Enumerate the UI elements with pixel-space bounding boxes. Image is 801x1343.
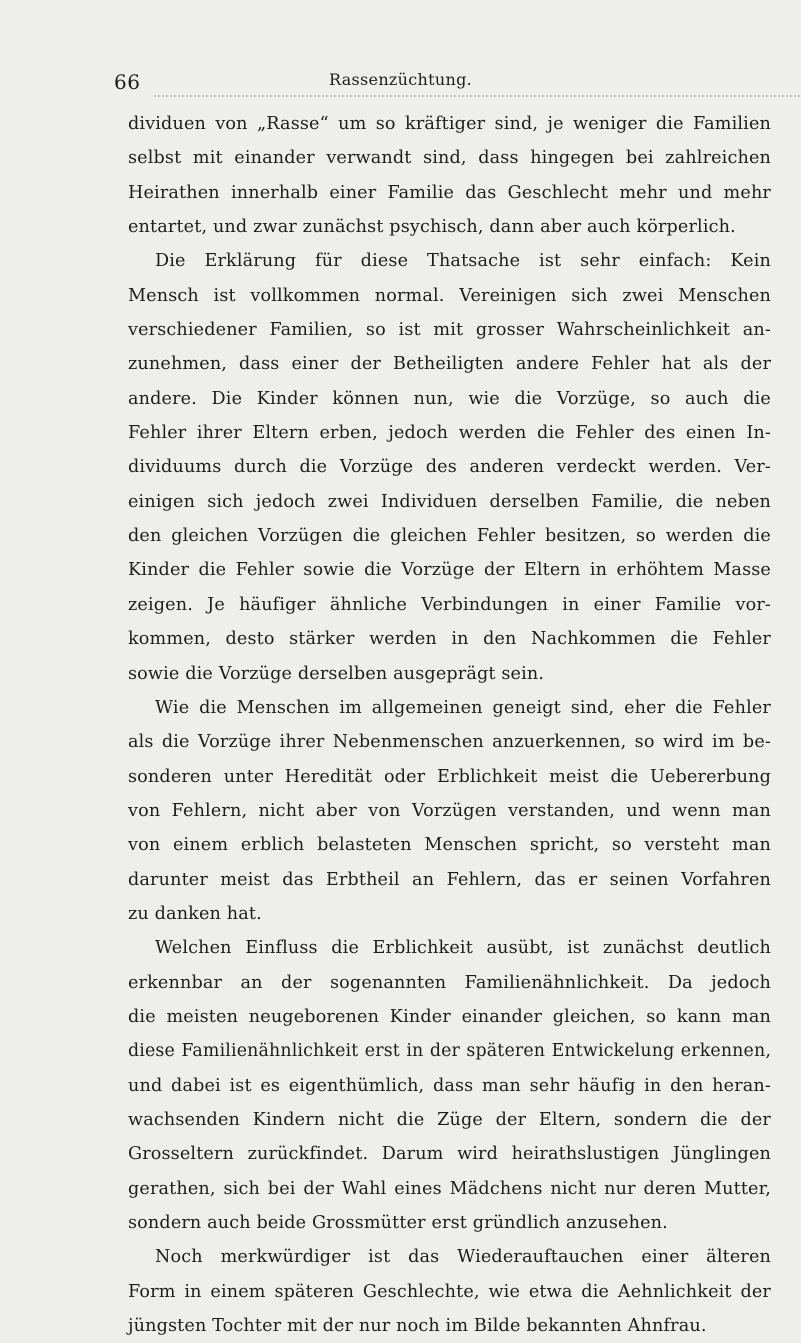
body-text — [128, 107, 771, 1343]
running-title: Rassenzüchtung. — [328, 70, 472, 89]
text-line: die meisten neugeborenen Kinder einander gleichen, so kann man — [128, 1006, 771, 1027]
text-line: Grosseltern zurückfindet. Darum wird heirathslustigen Jünglingen — [128, 1144, 771, 1165]
text-line: Form in einem späteren Geschlechte, wie etwa die Aehnlichkeit der — [128, 1281, 771, 1302]
text-line: Die Erklärung für diese Thatsache ist sehr einfach: Kein — [155, 251, 771, 272]
text-line: wachsenden Kindern nicht die Züge der Eltern, sondern die der — [128, 1109, 771, 1130]
text-line: zu danken hat. — [128, 903, 262, 924]
text-line: kommen, desto stärker werden in den Nachkommen die Fehler — [128, 629, 771, 650]
text-line: und dabei ist es eigenthümlich, dass man sehr häufig in den heran- — [128, 1075, 771, 1096]
text-line: erkennbar an der sogenannten Familienähnlichkeit. Da jedoch — [128, 972, 771, 993]
text-line: jüngsten Tochter mit der nur noch im Bilde bekannten Ahnfrau. — [128, 1316, 707, 1337]
text-line: verschiedener Familien, so ist mit grosser Wahrscheinlichkeit an- — [128, 320, 771, 341]
text-line: zunehmen, dass einer der Betheiligten andere Fehler hat als der — [128, 354, 771, 375]
text-line: dividuums durch die Vorzüge des anderen verdeckt werden. Ver- — [128, 457, 771, 478]
text-line: von einem erblich belasteten Menschen spricht, so versteht man — [128, 835, 771, 856]
text-line: gerathen, sich bei der Wahl eines Mädchens nicht nur deren Mutter, — [128, 1178, 771, 1199]
text-line: Welchen Einfluss die Erblichkeit ausübt, ist zunächst deutlich — [155, 938, 771, 959]
text-line: sondern auch beide Grossmütter erst gründlich anzusehen. — [128, 1213, 668, 1233]
text-line: einigen sich jedoch zwei Individuen derselben Familie, die neben — [128, 491, 771, 512]
text-line: selbst mit einander verwandt sind, dass hingegen bei zahlreichen — [128, 148, 771, 169]
page-number: 66 — [114, 70, 141, 94]
text-line: sonderen unter Heredität oder Erblichkeit meist die Uebererbung — [128, 766, 771, 787]
text-line: sowie die Vorzüge derselben ausgeprägt sein. — [128, 663, 545, 684]
text-line: Mensch ist vollkommen normal. Vereinigen sich zwei Menschen — [128, 285, 771, 306]
text-line: Kinder die Fehler sowie die Vorzüge der Eltern in erhöhtem Masse — [128, 560, 771, 581]
text-line: darunter meist das Erbtheil an Fehlern, das er seinen Vorfahren — [128, 869, 771, 890]
text-line: diese Familienähnlichkeit erst in der späteren Entwickelung erkennen, — [128, 1041, 771, 1062]
text-line: andere. Die Kinder können nun, wie die Vorzüge, so auch die — [128, 388, 771, 409]
text-line: entartet, und zwar zunächst psychisch, dann aber auch körperlich. — [128, 217, 736, 238]
text-line: Fehler ihrer Eltern erben, jedoch werden die Fehler des einen In- — [128, 423, 771, 444]
text-line: Noch merkwürdiger ist das Wiederauftauchen einer älteren — [155, 1247, 771, 1268]
text-line: von Fehlern, nicht aber von Vorzügen verstanden, und wenn man — [128, 800, 771, 821]
text-line: zeigen. Je häufiger ähnliche Verbindungen in einer Familie vor- — [128, 594, 771, 615]
text-line: den gleichen Vorzügen die gleichen Fehler besitzen, so werden die — [128, 526, 771, 547]
text-line: dividuen von „Rasse“ um so kräftiger sind, je weniger die Familien — [128, 114, 771, 134]
text-line: Wie die Menschen im allgemeinen geneigt sind, eher die Fehler — [155, 697, 771, 718]
text-line: als die Vorzüge ihrer Nebenmenschen anzuerkennen, so wird im be- — [128, 732, 771, 753]
text-line: Heirathen innerhalb einer Familie das Geschlecht mehr und mehr — [128, 182, 771, 203]
header-rule — [154, 95, 801, 100]
